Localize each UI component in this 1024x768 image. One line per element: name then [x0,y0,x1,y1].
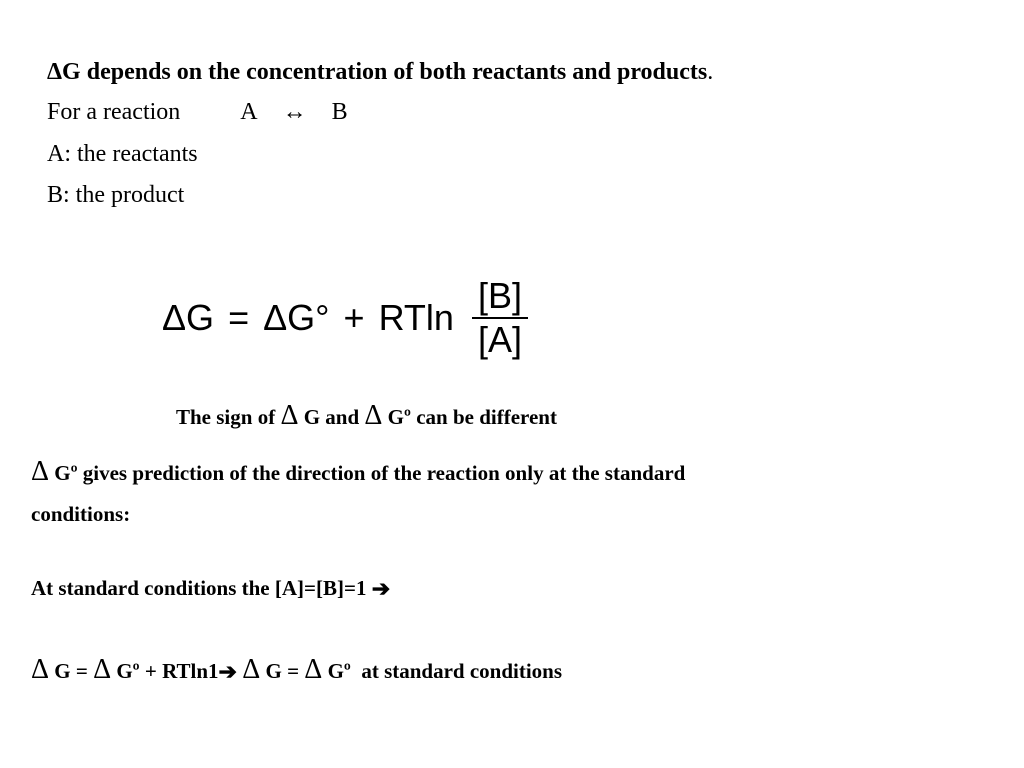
delta-icon: Δ [242,654,261,685]
equation-rtln: RTln [378,297,454,338]
reaction-label: For a reaction [47,99,181,125]
definition-b: B: the product [47,182,185,208]
standard-conditions [31,575,390,601]
headline [47,58,713,86]
product-label: B [331,99,348,125]
delta-icon: Δ [364,400,383,431]
standard-text: At standard conditions the [A]=[B]=1 [31,576,367,600]
result-text-4: Gº at standard conditions [327,659,563,683]
equation-dg0: ΔG° [263,297,330,338]
right-arrow-icon: ➔ [218,659,237,684]
sign-note-prefix: The sign of [176,405,276,429]
reaction-line [47,98,348,126]
delta-icon: Δ [31,456,50,487]
gibbs-equation [162,268,528,368]
delta-icon: Δ [304,654,323,685]
sign-note-suffix: Gº can be different [387,405,557,429]
delta-icon: Δ [93,654,112,685]
prediction-text-1: Gº gives prediction of the direction of the reaction only at the standard [54,461,686,485]
prediction-line-2: conditions: [31,502,131,526]
sign-note-middle: G and [303,405,360,429]
equation-plus: + [343,297,365,338]
delta-icon: Δ [31,654,50,685]
sign-note [176,400,557,432]
result-line [31,654,562,686]
equilibrium-arrow-icon: ↔ [282,99,307,125]
delta-icon: Δ [280,400,299,431]
reactant-label: A [240,99,258,125]
result-text-1: G = [54,659,88,683]
fraction-denominator: [A] [477,319,522,360]
definition-a: A: the reactants [47,141,198,167]
result-text-2: Gº + RTln1 [116,659,219,683]
headline-period: . [707,59,714,85]
result-text-3: G = [265,659,300,683]
prediction-line-1 [31,456,685,488]
concentration-fraction [472,275,528,361]
equation-lhs: ΔG [162,297,215,338]
headline-bold: ΔG depends on the concentration of both reactants and products [47,59,708,85]
fraction-numerator: [B] [477,275,522,316]
right-arrow-icon: ➔ [371,576,391,601]
equation-equals: = [228,297,250,338]
